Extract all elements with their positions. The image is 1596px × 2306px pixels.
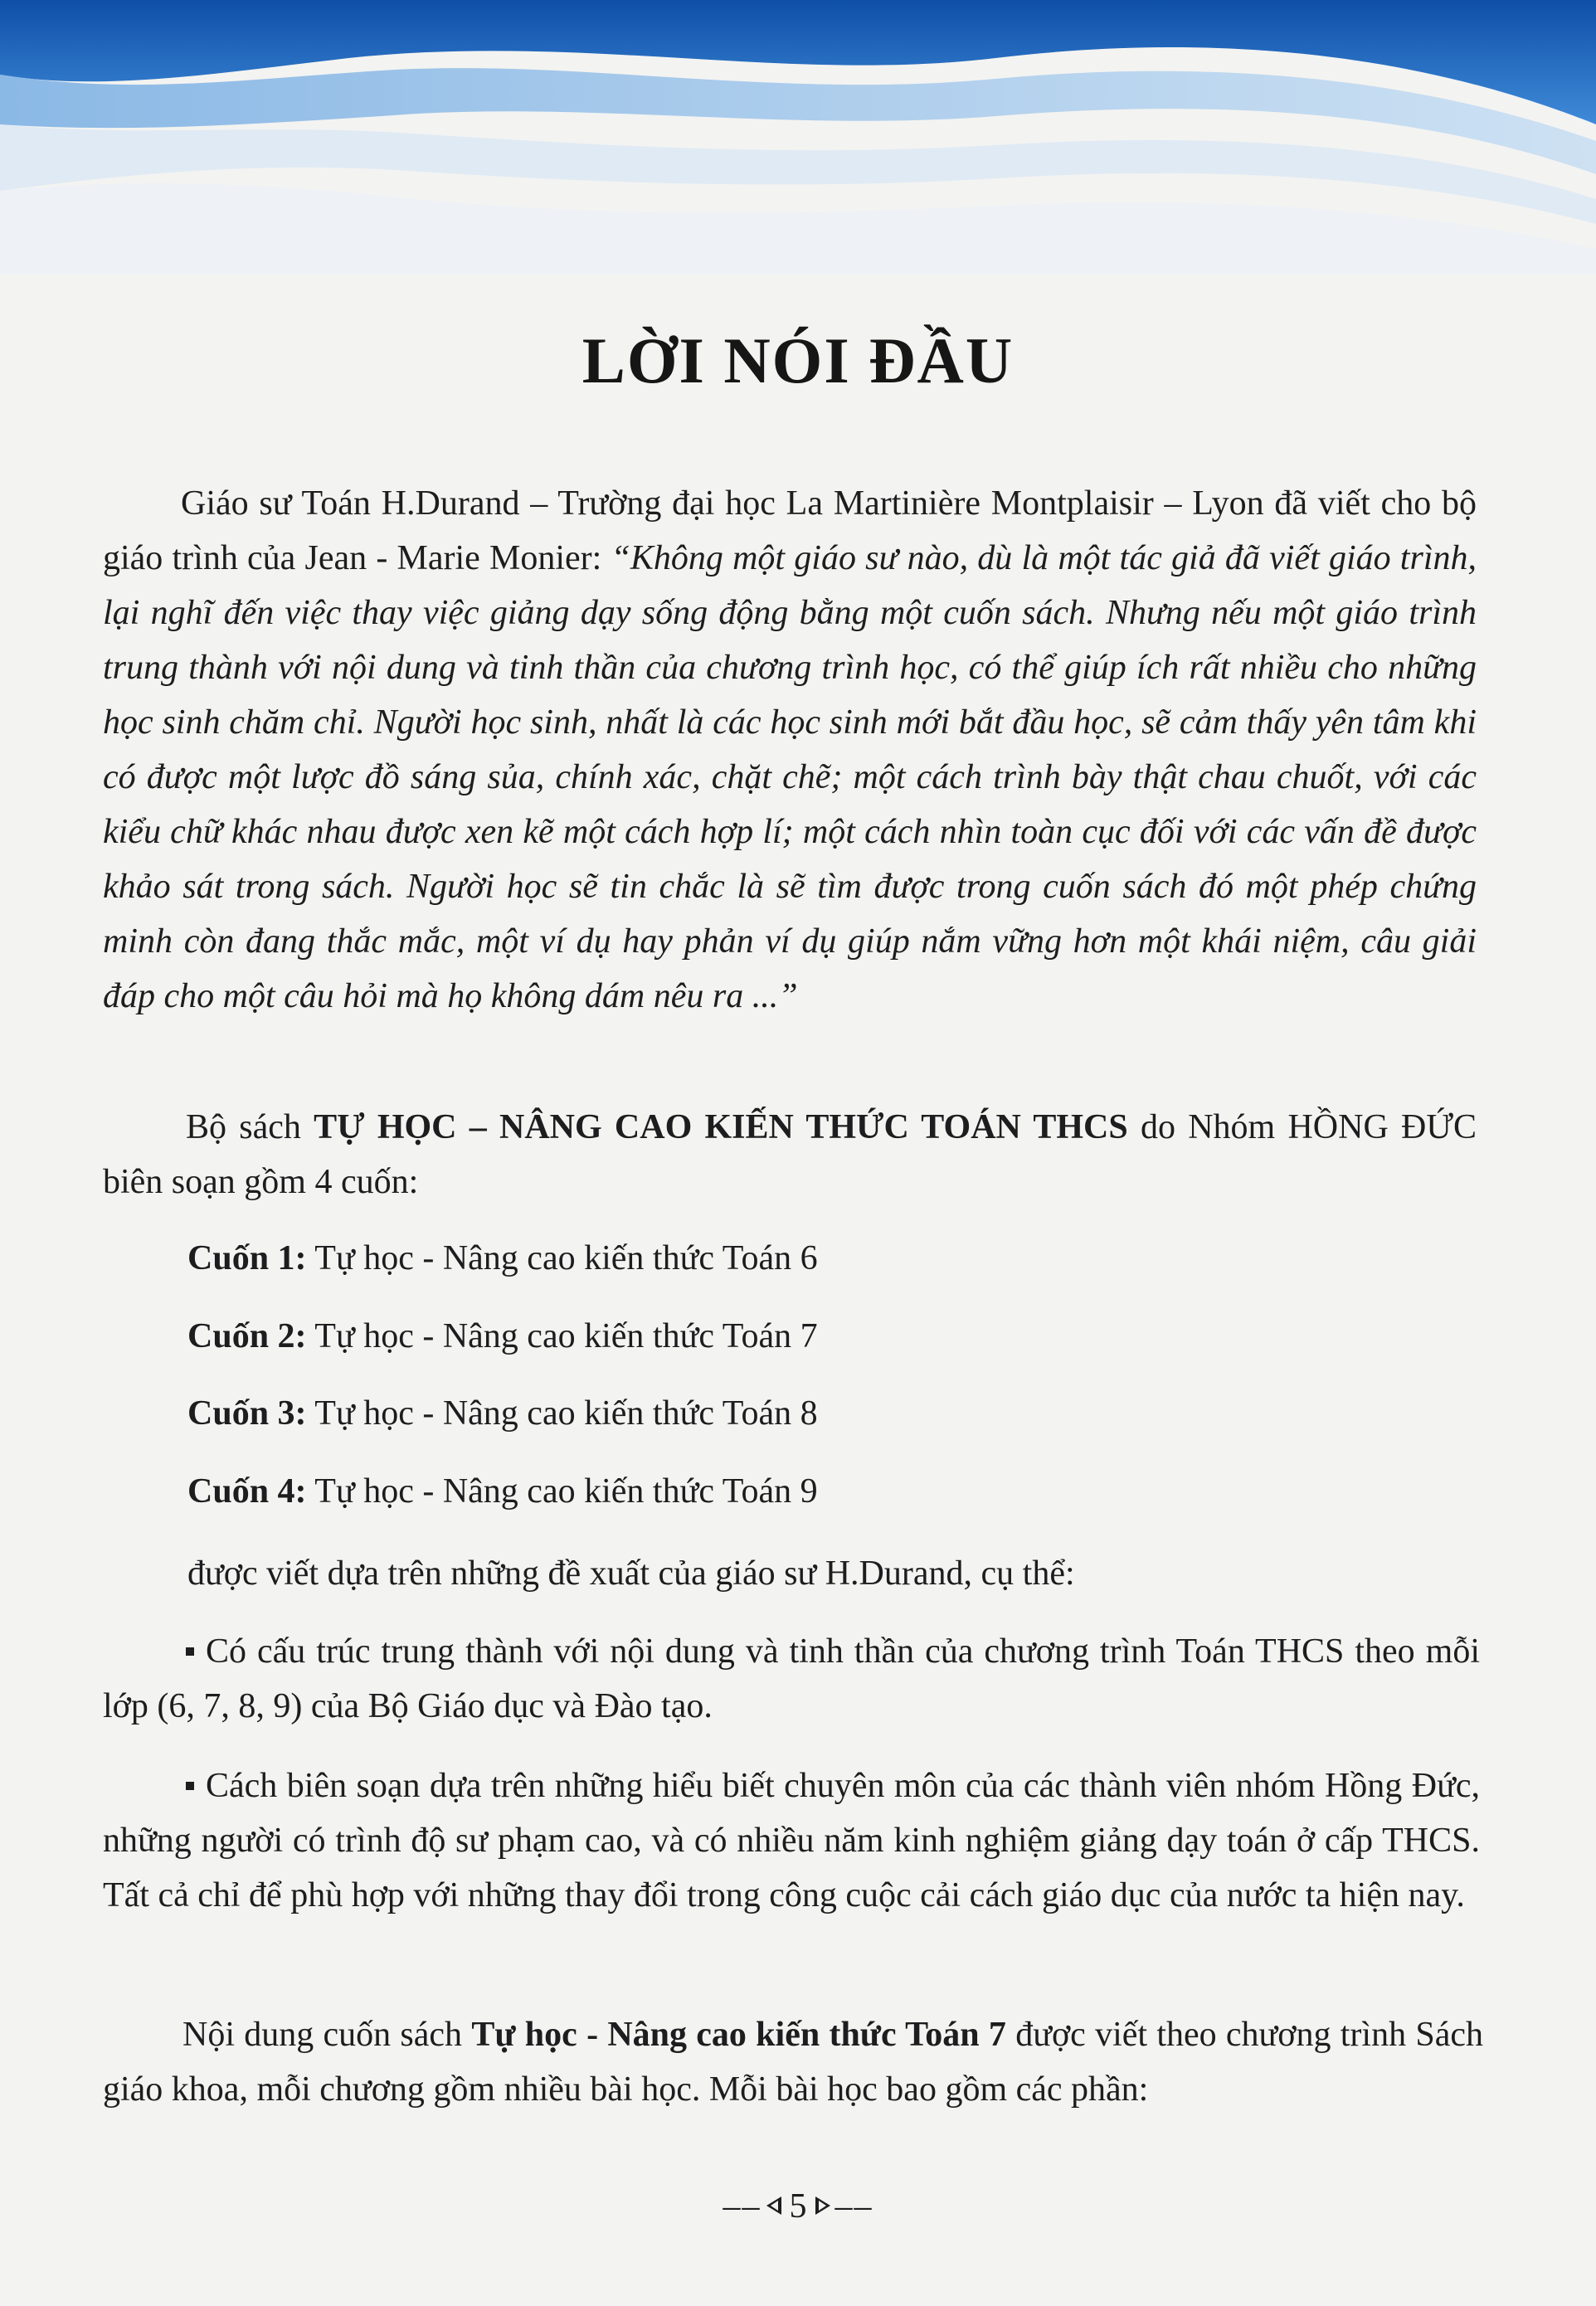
series-name: TỰ HỌC – NÂNG CAO KIẾN THỨC TOÁN THCS bbox=[314, 1108, 1128, 1146]
series-prefix: Bộ sách bbox=[186, 1108, 314, 1146]
series-suffix: do Nhóm HỒNG ĐỨC biên soạn gồm 4 cuốn: bbox=[103, 1108, 1477, 1201]
based-on-text: được viết dựa trên những đề xuất của giáo sư H.Durand, cụ thể: bbox=[187, 1554, 1075, 1593]
footer-dash-left: –– bbox=[723, 2187, 762, 2226]
page-number: 5 bbox=[789, 2187, 807, 2226]
content-prefix: Nội dung cuốn sách bbox=[182, 2016, 472, 2054]
book-item bbox=[187, 1464, 818, 1519]
book-label: Cuốn 1: bbox=[187, 1239, 307, 1277]
book-item bbox=[187, 1386, 818, 1441]
intro-text: Giáo sư Toán H.Durand – Trường đại học La Martinière Montplaisir – Lyon đã viết cho bộ giáo trình của Jean - Marie Monier: bbox=[103, 484, 1477, 577]
content-book: Tự học - Nâng cao kiến thức Toán 7 bbox=[471, 2016, 1006, 2054]
intro-paragraph bbox=[103, 476, 1477, 1024]
book-label: Cuốn 4: bbox=[187, 1472, 307, 1511]
page-number-footer bbox=[0, 2187, 1596, 2226]
bullet-text: Có cấu trúc trung thành với nội dung và tinh thần của chương trình Toán THCS theo mỗi lớp (6, 7, 8, 9) của Bộ Giáo dục và Đào tạo. bbox=[103, 1632, 1480, 1725]
book-item bbox=[187, 1309, 818, 1364]
book-label: Cuốn 2: bbox=[187, 1317, 307, 1355]
bullet-square-icon bbox=[186, 1782, 194, 1790]
intro-quote: “Không một giáo sư nào, dù là một tác giả đã viết giáo trình, lại nghĩ đến việc thay việc giảng dạy sống động bằng một cuốn sách. Nhưng nếu một giáo trình trung thành với nội dung và tinh thần của chương trình học, có thể giúp ích rất nhiều cho những học sinh chăm chỉ. Người học sinh, nhất là các học sinh mới bắt đầu học, sẽ cảm thấy yên tâm khi có được một lược đồ sáng sủa, chính xác, chặt chẽ; một cách trình bày thật chau chuốt, với các kiểu chữ khác nhau được xen kẽ một cách hợp lí; một cách nhìn toàn cục đối với các vấn đề được khảo sát trong sách. Người học sẽ tin chắc là sẽ tìm được trong cuốn sách đó một phép chứng minh còn đang thắc mắc, một ví dụ hay phản ví dụ giúp nắm vững hơn một khái niệm, câu giải đáp cho một câu hỏi mà họ không dám nêu ra ...” bbox=[103, 539, 1477, 1015]
book-item bbox=[187, 1231, 818, 1286]
header-wave-decoration bbox=[0, 0, 1596, 274]
bullet-item bbox=[103, 1759, 1480, 1923]
book-title: Tự học - Nâng cao kiến thức Toán 9 bbox=[306, 1472, 818, 1511]
book-label: Cuốn 3: bbox=[187, 1394, 307, 1433]
series-paragraph bbox=[103, 1100, 1477, 1209]
triangle-right-icon bbox=[815, 2197, 830, 2215]
content-paragraph bbox=[103, 2007, 1483, 2117]
footer-dash-right: –– bbox=[834, 2187, 873, 2226]
bullet-text: Cách biên soạn dựa trên những hiểu biết chuyên môn của các thành viên nhóm Hồng Đức, những người có trình độ sư phạm cao, và có nhiều năm kinh nghiệm giảng dạy toán ở cấp THCS. Tất cả chỉ để phù hợp với những thay đổi trong công cuộc cải cách giáo dục của nước ta hiện nay. bbox=[103, 1767, 1480, 1914]
content-suffix: được viết theo chương trình Sách giáo khoa, mỗi chương gồm nhiều bài học. Mỗi bài học bao gồm các phần: bbox=[103, 2016, 1483, 2109]
book-title: Tự học - Nâng cao kiến thức Toán 6 bbox=[306, 1239, 818, 1277]
bullet-square-icon bbox=[186, 1647, 194, 1656]
bullet-item bbox=[103, 1624, 1480, 1734]
page-title: LỜI NÓI ĐẦU bbox=[581, 324, 1015, 396]
book-title: Tự học - Nâng cao kiến thức Toán 8 bbox=[306, 1394, 818, 1433]
book-title: Tự học - Nâng cao kiến thức Toán 7 bbox=[306, 1317, 818, 1355]
triangle-left-icon bbox=[766, 2197, 781, 2215]
